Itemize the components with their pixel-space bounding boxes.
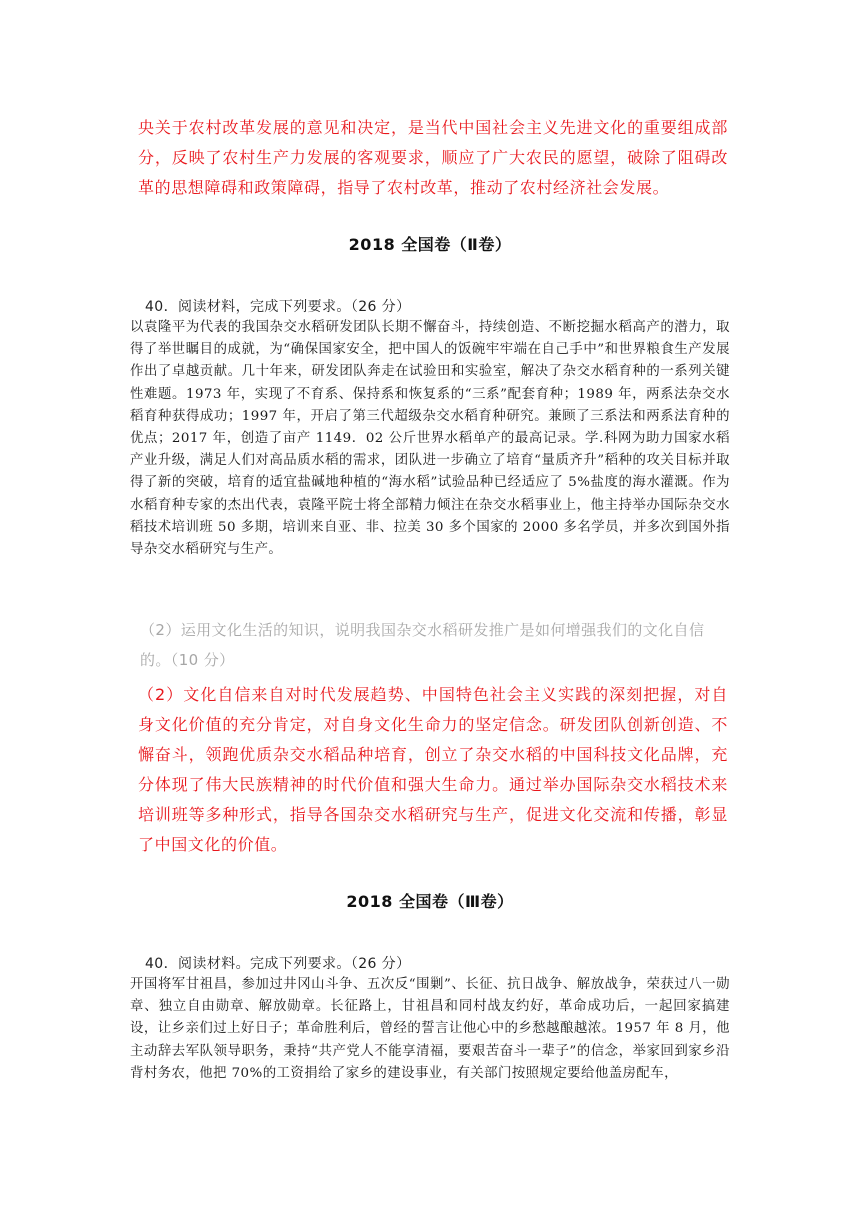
answer-paragraph-2 xyxy=(138,680,728,860)
section-title-ii: 2018 全国卷（Ⅱ卷） xyxy=(348,235,512,254)
sub-question-2 xyxy=(140,615,730,675)
material-text: 开国将军甘祖昌，参加过井冈山斗争、五次反“围剿”、长征、抗日战争、解放战争，荣获过八一勋章、独立自由勋章、解放勋章。长征路上，甘祖昌和同村战友约好，革命成功后，一起回家搞建设，让乡亲们过上好日子；革命胜利后，曾经的誓言让他心中的乡愁越酿越浓。1957 年 8 月，他主动辞去军队领导职务，秉持“共产党人不能享清福，要艰苦奋斗一辈子”的信念，举家回到家乡沿背村务农，他把 70%的工资捐给了家乡的建设事业，有关部门按照规定要给他盖房配车， xyxy=(130,977,730,1081)
reading-material-ii xyxy=(130,317,730,561)
answer-text: 央关于农村改革发展的意见和决定，是当代中国社会主义先进文化的重要组成部分，反映了农村生产力发展的客观要求，顺应了广大农民的愿望，破除了阻碍改革的思想障碍和政策障碍，指导了农村改革，推动了农村经济社会发展。 xyxy=(138,118,728,197)
question-heading-iii: 40．阅读材料。完成下列要求。（26 分） xyxy=(145,956,411,972)
section-title-iii: 2018 全国卷（Ⅲ卷） xyxy=(346,892,514,911)
answer-text: （2）文化自信来自对时代发展趋势、中国特色社会主义实践的深刻把握，对自身文化价值的充分肯定，对自身文化生命力的坚定信念。研发团队创新创造、不懈奋斗，领跑优质杂交水稻品种培育，创立了杂交水稻的中国科技文化品牌，充分体现了伟大民族精神的时代价值和强大生命力。通过举办国际杂交水稻技术来培训班等多种形式，指导各国杂交水稻研究与生产，促进文化交流和传播，彰显了中国文化的价值。 xyxy=(138,685,728,854)
sub-question-text: （2）运用文化生活的知识，说明我国杂交水稻研发推广是如何增强我们的文化自信的。（10 分） xyxy=(140,621,705,669)
question-heading-ii: 40．阅读材料，完成下列要求。（26 分） xyxy=(145,299,411,315)
reading-material-iii xyxy=(130,974,730,1085)
material-text: 以袁隆平为代表的我国杂交水稻研发团队长期不懈奋斗，持续创造、不断挖掘水稻高产的潜力，取得了举世瞩目的成就，为“确保国家安全，把中国人的饭碗牢牢端在自己手中”和世界粮食生产发展作出了卓越贡献。几十年来，研发团队奔走在试验田和实验室，解决了杂交水稻育种的一系列关键性难题。1973 年，实现了不育系、保持系和恢复系的“三系”配套育种；1989 年，两系法杂交水稻育种获得成功；1997 年，开启了第三代超级杂交水稻育种研究。兼顾了三系法和两系法育种的优点；2017 年，创造了亩产 1149．02 公斤世界水稻单产的最高记录。学.科网为助力国家水稻产业升级，满足人们对高品质水稻的需求，团队进一步确立了培育“量质齐升”稻种的攻关目标并取得了新的突破，培育的适宜盐碱地种植的“海水稻”试验品种已经适应了 5%盐度的海水灌溉。作为水稻育种专家的杰出代表，袁隆平院士将全部精力倾注在杂交水稻事业上，他主持举办国际杂交水稻技术培训班 50 多期，培训来自亚、非、拉美 30 多个国家的 2000 多名学员，并多次到国外指导杂交水稻研究与生产。 xyxy=(130,320,730,558)
answer-paragraph-top xyxy=(138,113,728,203)
